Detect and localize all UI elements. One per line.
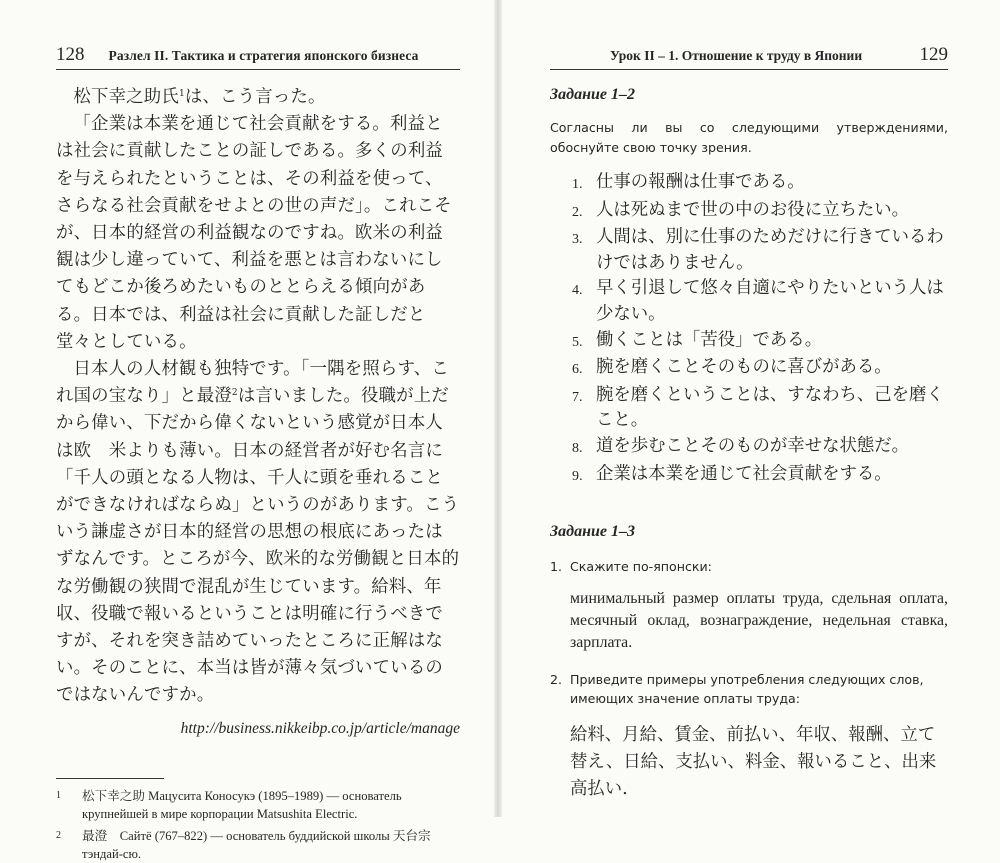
footnote-ref: 1 — [178, 89, 185, 99]
question-text: Скажите по-японски: — [570, 559, 712, 575]
list-item: 6. 腕を磨くことそのものに喜びがある。 — [572, 357, 892, 378]
footnote-number: 1 — [56, 789, 61, 801]
page-number: 129 — [919, 44, 948, 65]
footnote — [56, 787, 460, 823]
paragraph — [56, 356, 460, 710]
list-item: 4. 早く引退して悠々自適にやりたいという人は少ない。 — [572, 278, 944, 324]
footnote-ref: 2 — [231, 388, 238, 399]
page-number: 128 — [56, 44, 85, 65]
statement-list — [550, 170, 948, 489]
task-heading: Задание 1–2 — [550, 86, 635, 103]
question-terms: минимальный размер оплаты труда, сдельная оплата, месячный оклад, вознаграждение, недельная ставка, зарплата. — [570, 590, 948, 652]
list-item: 1. 仕事の報酬は仕事である。 — [572, 172, 805, 192]
list-item: 2. 人は死ぬまで世の中のお役に立ちたい。 — [572, 199, 910, 220]
list-item: 7. 腕を磨くということは、すなわち、己を磨くこと。 — [572, 384, 944, 431]
paragraph-text: は、こう言った。 — [184, 87, 326, 107]
footnote-text: 最澄 Сайтё (767–822) — основатель буддийской школы 天台宗 тэндай-сю. — [82, 828, 431, 861]
footnote-divider — [56, 778, 164, 779]
task-1-3 — [550, 523, 948, 803]
main-text — [56, 84, 460, 710]
task-heading: Задание 1–3 — [550, 523, 635, 541]
question-terms: 給料、月給、賃金、前払い、年収、報酬、立て替え、日給、支払い、料金、報いること、出来高払い. — [570, 725, 937, 800]
question — [550, 557, 948, 576]
list-item: 9. 企業は本業を通じて社会貢献をする。 — [572, 463, 892, 484]
paragraph-text: 日本人の人材観も独特です。「一隅を照らす、これ国の宝なり」と最澄 — [56, 359, 449, 407]
list-item: 8. 道を歩むことそのものが幸せな状態だ。 — [572, 435, 910, 456]
footnote-number: 2 — [56, 829, 61, 841]
question-number: 1. — [550, 559, 563, 575]
list-item: 5. 働くことは「苦役」である。 — [572, 329, 823, 350]
question-text: Приведите примеры употребления следующих слов, имеющих значение оплаты труда: — [570, 672, 924, 707]
footnote — [56, 827, 460, 863]
list-item: 3. 人間は、別に仕事のためだけに行きているわけではありません。 — [572, 227, 944, 273]
question-number: 2. — [550, 672, 563, 688]
source-citation: http://business.nikkeibp.co.jp/article/manage — [180, 719, 460, 737]
paragraph-text: 松下幸之助氏 — [73, 87, 179, 107]
task-1-2 — [550, 86, 948, 489]
paragraph-text: は言いました。役職が上だから偉い、下だから偉くないという感覚が日本人は欧 米よりも薄い。日本の経営者が好む名言に「千人の頭となる人物は、千人に頭を垂れることができなければならぬ」というのがあります。こういう謙虚さが日本的経営の思想の根底にあったはずなんです。ところが今、欧米的な労働観と日本的な労働観の狭間で混乱が生じています。給料、年収、役職で報いるということは明確に行うべきですが、それを突き詰めていったところに正解はない。そのことに、本当は皆が薄々気づいているのではないんですか。 — [56, 386, 460, 706]
paragraph: 「企業は本業を通じて社会貢献をする。利益とは社会に貢献したことの証しである。多くの利益を与えられたということは、その利益を使って、さらなる社会貢献をせよとの世の声だ」。これこそが、日本的経営の利益観なのですね。欧米の利益観は少し違っていて、利益を悪とは言わないにしてもどこか後ろめたいものととらえる傾向がある。日本では、利益は社会に貢献した証しだと堂々としている。 — [56, 114, 452, 352]
running-title: Разлел II. Тактика и стратегия японского бизнеса — [108, 48, 419, 63]
left-header — [56, 44, 460, 70]
left-page — [0, 0, 490, 861]
task-instruction: Согласны ли вы со следующими утверждениями, обоснуйте свою точку зрения. — [550, 120, 948, 155]
paragraph — [56, 84, 460, 111]
question — [550, 670, 948, 708]
right-page — [500, 0, 1000, 817]
footnote-text: 松下幸之助 Мацусита Коносукэ (1895–1989) — основатель крупнейшей в мире корпорации Matsushita Electric. — [82, 788, 402, 821]
right-header — [550, 44, 948, 70]
running-title: Урок II – 1. Отношение к труду в Японии — [610, 48, 863, 63]
